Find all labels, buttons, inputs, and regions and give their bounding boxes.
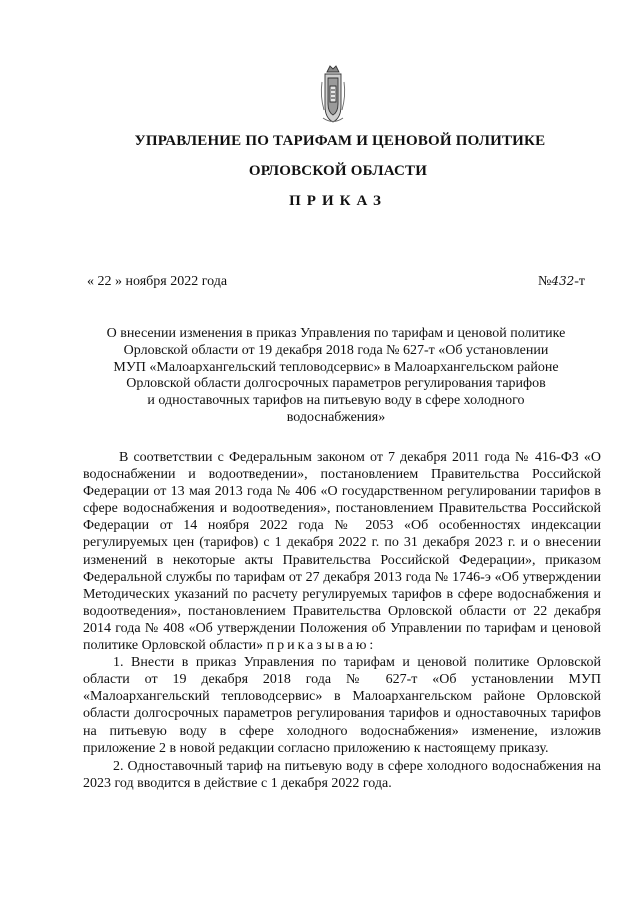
- order-number-prefix: №: [538, 274, 552, 289]
- subject-line: О внесении изменения в приказ Управления по тарифам и ценовой политике: [106, 326, 566, 341]
- subject-line: Орловской области долгосрочных параметров регулирования тарифов: [126, 376, 546, 392]
- order-number: [538, 274, 585, 290]
- document-type-title: ПРИКАЗ: [289, 193, 387, 209]
- subject-line: МУП «Малоархангельский тепловодсервис» в Малоархангельском районе: [113, 359, 559, 375]
- order-subject: [70, 326, 602, 427]
- subject-line: и одноставочных тарифов на питьевую воду в сфере холодного: [147, 393, 525, 409]
- order-body: [83, 449, 601, 792]
- order-number-handwritten: 432: [551, 274, 575, 288]
- order-item-2: 2. Одноставочный тариф на питьевую воду в сфере холодного водоснабжения на 2023 год вводится в действие с 1 декабря 2022 года.: [83, 758, 601, 791]
- subject-line: водоснабжения»: [286, 409, 386, 425]
- coat-of-arms-emblem: [318, 62, 348, 126]
- order-date: « 22 » ноября 2022 года: [87, 274, 228, 289]
- preamble-text: В соответствии с Федеральным законом от 7 декабря 2011 года № 416-ФЗ «О водоснабжении и водоотведении», постановлением Правительства Российской Федерации от 13 мая 2013 года № 406 «О государственном регулировании тарифов в сфере водоснабжения и водоотведения», постановлением Правительства Российской Федерации от 14 ноября 2022 года № 2053 «Об особенностях индексации регулируемых цен (тарифов) с 1 декабря 2022 г. по 31 декабря 2023 г. и о внесении изменений в некоторые акты Правительства Российской Федерации», приказом Федеральной службы по тарифам от 27 декабря 2013 года № 1746-э «Об утверждении Методических указаний по расчету регулируемых тарифов в сфере водоснабжения и водоотведения», постановлением Правительства Орловской области от 22 декабря 2014 года № 408 «Об утверждении Положения об Управлении по тарифам и ценовой политике Орловской области»: [83, 450, 601, 654]
- preamble-paragraph: [83, 449, 601, 654]
- order-number-suffix: -т: [574, 274, 586, 289]
- order-word: приказываю:: [266, 638, 377, 654]
- order-item-1: 1. Внести в приказ Управления по тарифам и ценовой политике Орловской области от 19 декабря 2018 года № 627-т «Об установлении МУП «Малоархангельский тепловодсервис» в Малоархангельском районе Орловской области долгосрочных параметров регулирования тарифов и одноставочных тарифов на питьевую воду в сфере холодного водоснабжения» изменение, изложив приложение 2 в новой редакции согласно приложению к настоящему приказу.: [83, 655, 601, 756]
- organization-name-line2: ОРЛОВСКОЙ ОБЛАСТИ: [248, 163, 428, 179]
- organization-name-line1: УПРАВЛЕНИЕ ПО ТАРИФАМ И ЦЕНОВОЙ ПОЛИТИКЕ: [134, 133, 546, 149]
- subject-line: Орловской области от 19 декабря 2018 года № 627-т «Об установлении: [123, 342, 549, 358]
